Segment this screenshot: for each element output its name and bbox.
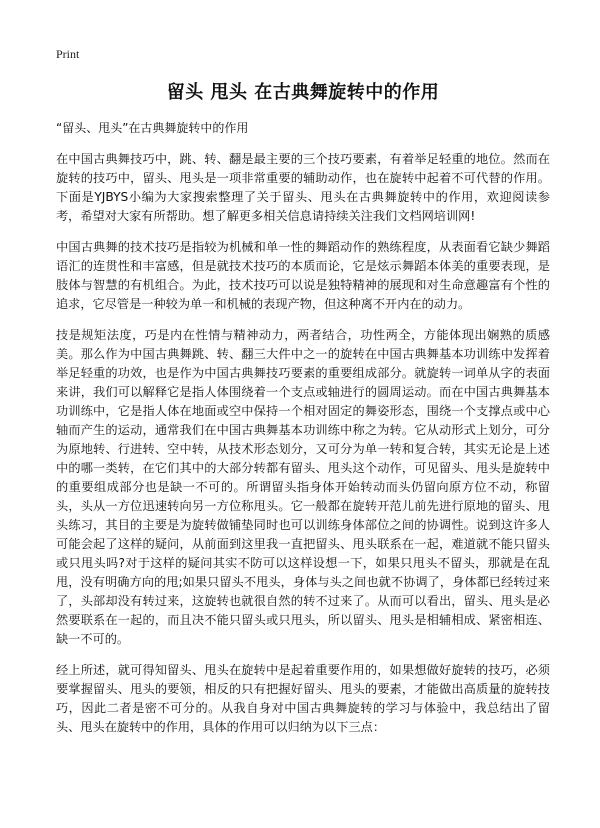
paragraph-technique: 中国古典舞的技术技巧是指较为机械和单一性的舞蹈动作的熟练程度，从表面看它缺少舞蹈语汇的连贯性和丰富感，但是就技术技巧的本质而论，它是炫示舞蹈本体美的重要表现，是肢体与智慧的有机组合。为此，技术技巧可以说是独特精神的展现和对生命意趣富有个性的追求，它尽管是一种较为单一和机械的表现产物，但这种离不开内在的动力。 (56, 240, 550, 311)
paragraph-rotation: 技是规矩法度，巧是内在性情与精神动力，两者结合，功性两全，方能体现出娴熟的质感美。那么作为中国古典舞跳、转、翻三大件中之一的旋转在中国古典舞基本功训练中发挥着举足轻重的功效，也是作为中国古典舞技巧要素的重要组成部分。就旋转一词单从字的表面来讲，我们可以解释它是指人体围绕着一个支点或轴进行的圆周运动。而在中国古典舞基本功训练中，它是指人体在地面或空中保持一个相对固定的舞姿形态，围绕一个支撑点或中心轴而产生的运动，通常我们在中国古典舞基本功训练中称之为转。它从动形式上划分，可分为原地转、行进转、空中转，从技术形态划分，又可分为单一转和复合转，其实无论是上述中的哪一类转，在它们其中的大部分转都有留头、甩头这个动作，可见留头、甩头是旋转中的重要组成部分也是缺一不可的。所谓留头指身体开始转动而头仍留向原方位不动，称留头，头从一方位迅速转向另一方位称甩头。它一般都在旋转开范儿前先进行原地的留头、甩头练习，其目的主要是为旋转做铺垫同时也可以训练身体部位之间的协调性。说到这许多人可能会起了这样的疑问，从前面到这里我一直把留头、甩头联系在一起，难道就不能只留头或只甩头吗?对于这样的疑问其实不防可以这样设想一下，如果只甩头不留头，那就是在乱甩，没有明确方向的甩;如果只留头不甩头，身体与头之间也就不协调了，身体都已经转过来了，头部却没有转过来，这旋转也就很自然的转不过来了。从而可以看出，留头、甩头是必然要联系在一起的，而且决不能只留头或只甩头，所以留头、甩头是相辅相成、紧密相连、缺一不可的。 (56, 328, 550, 646)
article-title: 留头 甩头 在古典舞旋转中的作用 (166, 82, 440, 103)
article-body (56, 150, 550, 749)
print-link[interactable]: Print (56, 47, 80, 61)
paragraph-conclusion: 经上所述，就可得知留头、甩头在旋转中是起着重要作用的，如果想做好旋转的技巧，必须要掌握留头、甩头的要领，相反的只有把握好留头、甩头的要素，才能做出高质量的旋转技巧，因此二者是密不可分的。从我自身对中国古典舞旋转的学习与体验中，我总结出了留头、甩头在旋转中的作用，具体的作用可以归纳为以下三点： (56, 663, 550, 734)
article-subtitle: “留头、甩头”在古典舞旋转中的作用 (56, 121, 249, 135)
paragraph-intro: 在中国古典舞技巧中，跳、转、翻是最主要的三个技巧要素，有着举足轻重的地位。然而在旋转的技巧中，留头、甩头是一项非常重要的辅助动作，也在旋转中起着不可代替的作用。下面是YJBYS小编为大家搜索整理了关于留头、甩头在古典舞旋转中的作用，欢迎阅读参考，希望对大家有所帮助。想了解更多相关信息请持续关注我们文档网培训网! (56, 152, 550, 223)
